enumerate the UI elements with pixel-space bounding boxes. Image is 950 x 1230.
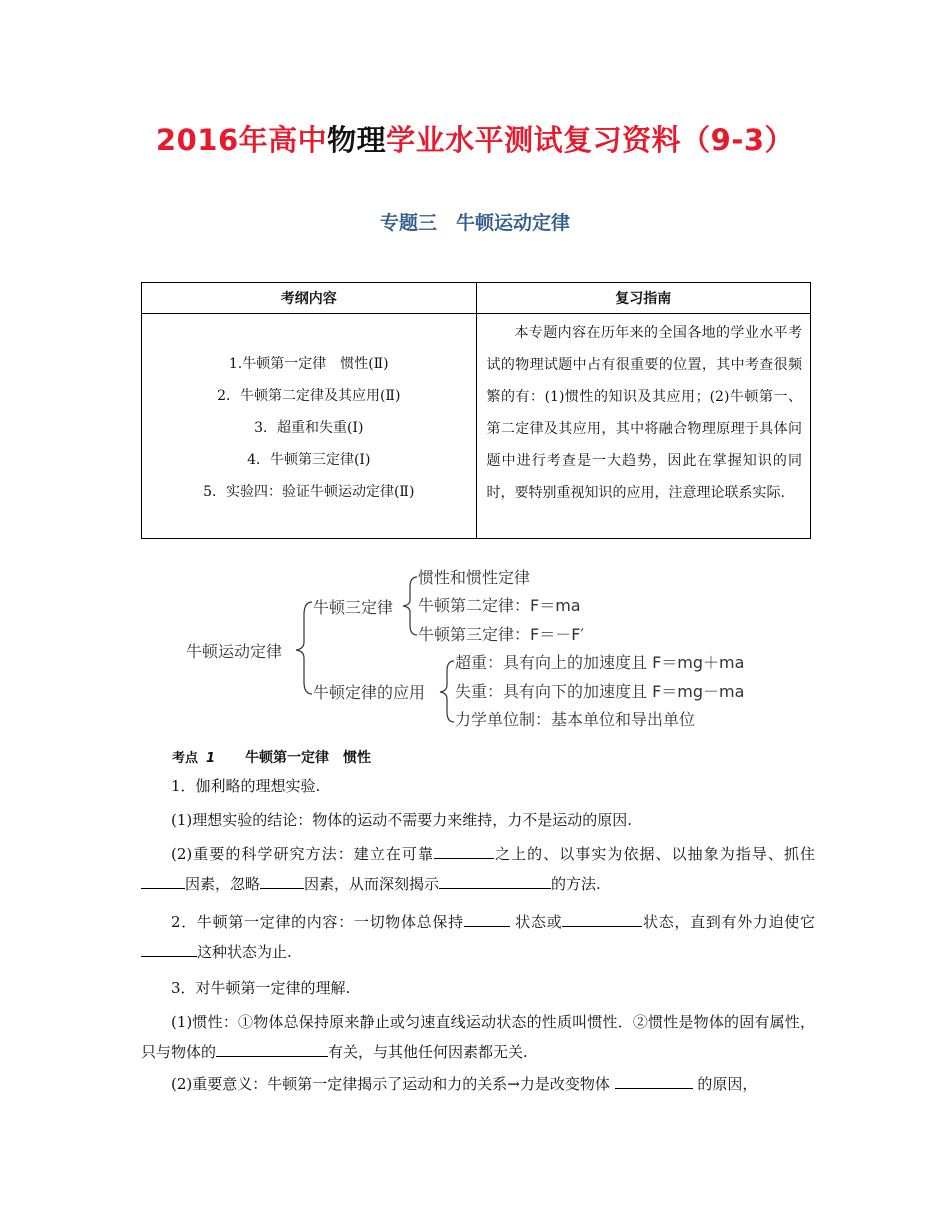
syllabus-item: 2．牛顿第二定律及其应用(Ⅱ)	[217, 387, 401, 404]
branch1-item: 牛顿第二定律：F＝ma	[418, 596, 581, 615]
branch1-item: 惯性和惯性定律	[418, 568, 531, 587]
topic-heading: 专题三 牛顿运动定律	[379, 212, 570, 234]
text-run: 因素，忽略	[185, 875, 261, 893]
syllabus-item: 1.牛顿第一定律 惯性(Ⅱ)	[228, 355, 389, 372]
kaodian-title: 牛顿第一定律 惯性	[245, 750, 372, 766]
body-paragraph	[141, 907, 815, 967]
knowledge-tree-diagram	[0, 560, 950, 740]
branch2-item: 超重：具有向上的加速度且 F＝mg＋ma	[455, 653, 745, 672]
branch2-item: 失重：具有向下的加速度且 F＝mg－ma	[455, 682, 745, 701]
kaodian-label: 考点	[172, 751, 199, 766]
text-run: 状态或	[509, 913, 563, 931]
body-paragraph: 3．对牛顿第一定律的理解.	[171, 979, 351, 997]
fill-blank	[141, 939, 197, 957]
text-run: 之上的、以事实为依据、以抽象为指导、抓住	[494, 845, 815, 863]
text-run: 有关，与其他任何因素都无关.	[328, 1043, 528, 1061]
branch-newton-laws: 牛顿三定律	[313, 598, 394, 617]
text-run: 的方法.	[551, 875, 601, 893]
fill-blank	[615, 1071, 693, 1089]
syllabus-item: 4．牛顿第三定律(Ⅰ)	[247, 451, 371, 468]
body-paragraph: (1)理想实验的结论：物体的运动不需要力来维持，力不是运动的原因.	[171, 811, 633, 829]
fill-blank	[216, 1039, 328, 1057]
text-run: (2)重要意义：牛顿第一定律揭示了运动和力的关系→力是改变物体	[171, 1075, 615, 1093]
branch1-brace	[403, 577, 417, 635]
page-title	[0, 118, 950, 159]
text-run: 2．牛顿第一定律的内容：一切物体总保持	[171, 913, 464, 931]
kaodian-number: 1	[206, 751, 216, 766]
text-run: (1)惯性：①物体总保持原来静止或匀速直线运动状态的性质叫惯性．②惯性是物体的固有属性，只与物体的	[141, 1013, 815, 1061]
title-part-3: 学业水平测试复习资料（9-3）	[386, 123, 795, 157]
root-brace	[296, 602, 312, 694]
fill-blank	[464, 909, 510, 927]
syllabus-cell	[142, 314, 477, 539]
branch-applications: 牛顿定律的应用	[313, 683, 426, 702]
kaodian-heading	[172, 747, 371, 767]
title-part-1: 2016年高中	[155, 123, 328, 157]
fill-blank	[562, 909, 642, 927]
fill-blank	[260, 871, 304, 889]
syllabus-item: 5．实验四：验证牛顿运动定律(Ⅱ)	[203, 483, 415, 500]
body-paragraph	[141, 1069, 815, 1099]
text-run: 因素，从而深刻揭示	[304, 875, 440, 893]
body-paragraph	[141, 839, 815, 899]
branch1-item: 牛顿第三定律：F＝－F′	[418, 625, 585, 644]
outline-table	[141, 282, 811, 539]
text-run: 的原因，	[692, 1075, 758, 1093]
fill-blank	[434, 841, 494, 859]
body-paragraph	[141, 1007, 815, 1067]
tree-root: 牛顿运动定律	[186, 642, 283, 661]
guide-cell: 本专题内容在历年来的全国各地的学业水平考试的物理试题中占有很重要的位置，其中考查很频繁的有：(1)惯性的知识及其应用；(2)牛顿第一、第二定律及其应用，其中将融合物理原理于具体问题中进行考查是一大趋势，因此在掌握知识的同时，要特别重视知识的应用，注意理论联系实际.	[476, 314, 811, 539]
branch2-brace	[440, 661, 454, 722]
body-paragraph: 1．伽利略的理想实验.	[171, 777, 321, 795]
table-body-row	[142, 314, 811, 539]
fill-blank	[439, 871, 551, 889]
fill-blank	[141, 871, 185, 889]
text-run: (2)重要的科学研究方法：建立在可靠	[171, 845, 435, 863]
branch2-item: 力学单位制：基本单位和导出单位	[455, 710, 696, 729]
syllabus-item: 3．超重和失重(Ⅰ)	[254, 419, 364, 436]
title-part-2: 物理	[327, 123, 387, 157]
header-guide: 复习指南	[476, 283, 811, 314]
text-run: 状态，直到有外力迫使它	[642, 913, 815, 931]
table-header-row	[142, 283, 811, 314]
header-syllabus: 考纲内容	[142, 283, 477, 314]
text-run: 这种状态为止.	[197, 943, 292, 961]
